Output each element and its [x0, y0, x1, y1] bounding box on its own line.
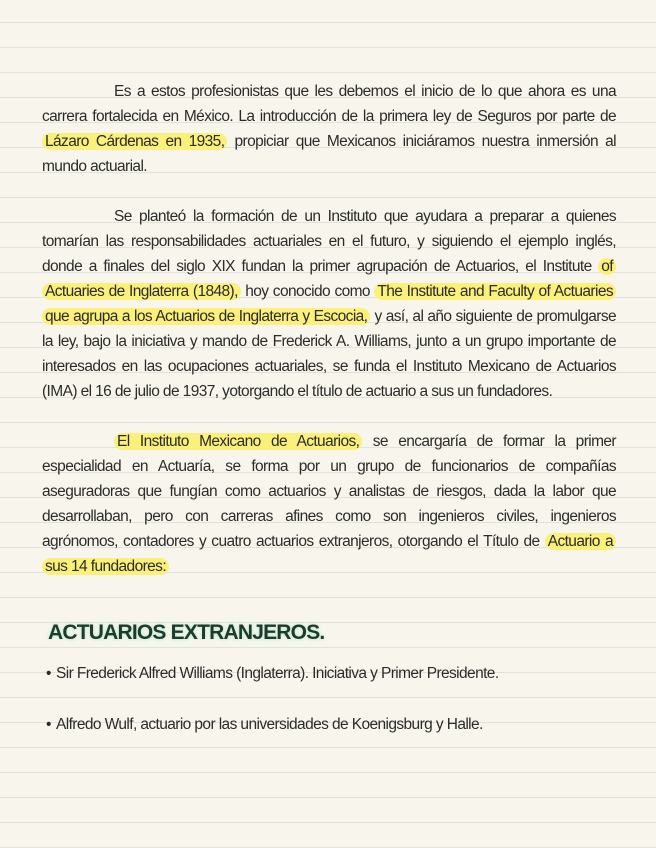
- paragraph-history-text-2: hoy conocido como: [240, 283, 375, 300]
- paragraph-history-text-3: y así, al año siguiente de promulgarse la ley, bajo la iniciativa y mando de Frederick A. Williams, junto a un grupo importante de interesados en las ocupaciones actuariales, se funda el Instituto Mexicano de Actuarios (IMA) el 16 de julio de 1937, yotorgando el título de actuario a sus un fundadores.: [42, 308, 617, 400]
- paragraph-institute-history: [42, 204, 616, 404]
- paragraph-intro: [42, 79, 616, 179]
- bullet-mark: •: [46, 716, 51, 733]
- highlight-lazaro-cardenas: Lázaro Cárdenas en 1935,: [42, 133, 227, 150]
- paragraph-ima: [42, 429, 616, 579]
- list-item-text: Sir Frederick Alfred Williams (Inglaterra). Iniciativa y Primer Presidente.: [56, 665, 499, 682]
- bullet-mark: •: [46, 665, 51, 682]
- highlight-institute-of-actuaries: of Actuaries de Inglaterra (1848),: [42, 258, 616, 300]
- section-heading: ACTUARIOS EXTRANJEROS.: [48, 621, 325, 644]
- paragraph-intro-text-2: propiciar que Mexicanos iniciáramos nuestra inmersión al mundo actuarial.: [42, 133, 616, 175]
- paragraph-ima-text: se encargaría de formar la primer especialidad en Actuaría, se forma por un grupo de funcionarios de compañías aseguradoras que fungían como actuarios y analistas de riesgos, dada la labor que desarrollaban, pero con carreras afines como son ingenieros civiles, ingenieros agrónomos, contadores y cuatro actuarios extranjeros, otorgando el Título de: [42, 433, 616, 550]
- foreign-actuaries-list: [42, 661, 616, 737]
- highlight-14-fundadores: Actuario a sus 14 fundadores:: [42, 533, 616, 575]
- document-body: [42, 79, 616, 763]
- paragraph-intro-text-1: Es a estos profesionistas que les debemos el inicio de lo que ahora es una carrera fortalecida en México. La introducción de la primera ley de Seguros por parte de: [42, 83, 616, 125]
- list-item: [46, 712, 616, 737]
- list-item: [46, 661, 616, 686]
- highlight-instituto-mexicano: El Instituto Mexicano de Actuarios,: [114, 433, 362, 450]
- paragraph-history-text-1: Se planteó la formación de un Instituto que ayudara a preparar a quienes tomarían las responsabilidades actuariales en el futuro, y siguiendo el ejemplo inglés, donde a finales del siglo XIX fundan la primer agrupación de Actuarios, el Institute: [42, 208, 616, 275]
- highlight-institute-and-faculty: The Institute and Faculty of Actuaries que agrupa a los Actuarios de Inglaterra y Escocia,: [42, 283, 616, 325]
- list-item-text: Alfredo Wulf, actuario por las universidades de Koenigsburg y Halle.: [56, 716, 483, 733]
